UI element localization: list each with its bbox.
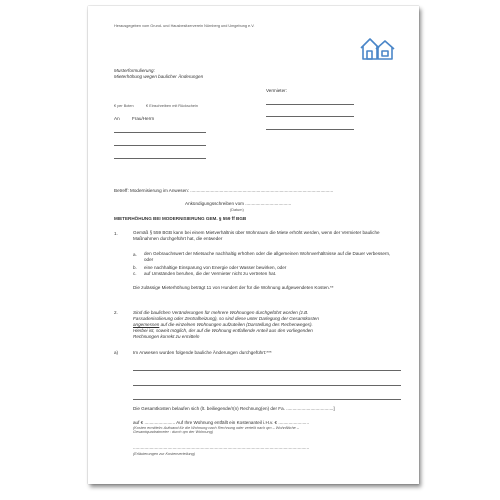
list-marker-b: b. [133,265,137,270]
delivery-option-einschreiben[interactable]: € Einschreiben mit Rückschein [146,104,198,108]
publisher-line: Herausgegeben vom Grund- und Hausbesitzerverein Nürnberg und Umgebung e.V. [114,24,255,28]
ankuendigung-line[interactable]: Ankündigungsschreiben vom .................................... [185,201,292,206]
section-2-line-5: Rechnungen korrekt zu ermitteln [133,334,200,339]
changes-line-2[interactable] [133,385,401,386]
section-1-text: Gemäß § 559 BGB kann bei einem Mietverhältnis über Wohnraum die Miete erhöht werden, wenn der Vermieter bauliche Maßnahmen durchgeführt hat, die entweder [133,230,380,242]
erlaeuterung-label: (Erläuterungen zur Kostenverteilung) [133,452,196,456]
form-title-2: Mieterhöhung wegen baulicher Änderungen [114,74,204,79]
section-2-line-4: Hierbei ist, soweit möglich, der auf die Wohnung entfallende Anteil aus den vorliegenden [133,328,313,333]
datum-label: (Datum) [230,208,244,212]
changes-line-3[interactable] [133,399,401,400]
section-a-text: Im Anwesen wurden folgende bauliche Änderungen durchgeführt:*** [133,350,272,355]
vermieter-line-3[interactable] [266,129,354,130]
gesamtkosten-line[interactable]: Die Gesamtkosten belaufen sich (lt. beiliegende/r(n) Rechnung(en) der Fa. .....................................] [133,406,335,411]
recipient-label: Frau/Herrn [132,116,155,121]
list-item-c: auf Umständen beruhen, die der Vermieter nicht zu vertreten hat. [144,271,277,276]
section-2-line-3: angemessen auf die einzelnen Wohnungen aufzuteilen (Darstellung des Rechenweges). [133,322,313,327]
vermieter-line-2[interactable] [266,116,354,117]
list-item-b: eine nachhaltige Einsparung von Energie oder Wasser bewirken, oder [144,265,287,270]
vermieter-line-1[interactable] [266,104,354,105]
main-heading: MIETERHÖHUNG BEI MODERNISIERUNG GEM. § 559 ff BGB [114,216,247,221]
section-2-line-2: Fassadenisolierung oder Zentralheizung), so sind diese unter Darlegung der Gesamtkosten [133,316,319,321]
house-logo-icon [358,32,398,62]
form-title-1: Musterformulierung: [114,68,155,73]
vermieter-label: Vermieter: [266,88,287,93]
recipient-line-2[interactable] [114,145,206,146]
erlaeuterung-dots[interactable]: .......................................................................................................................................... [133,445,310,450]
recipient-line-3[interactable] [114,158,206,159]
changes-line-1[interactable] [133,370,401,371]
euro-amount-line[interactable]: auf € ........................ Auf Ihre Wohnung entfällt ein Kostenanteil i.H.v. € ........................ [133,420,310,425]
document-page [88,6,419,484]
section-2-number: 2. [114,310,118,315]
section-a-marker: a) [114,350,119,355]
betreff-line[interactable]: Betreff: Modernisierung im Anwesen: ................................................................................................................ [114,188,334,193]
euro-checkbox-icon: € [114,104,117,108]
euro-note-2: Gesamtquadratmeter : durch qm der Wohnung) [133,430,213,434]
list-marker-a: a. [133,252,137,257]
list-item-a: den Gebrauchswert der Mietsache nachhaltig erhöhen oder die allgemeinen Wohnverhältnisse auf die Dauer verbessern, oder [144,251,391,263]
section-2-line-1: Sind die baulichen Veränderungen für mehrere Wohnungen durchgeführt worden (z.B. [133,310,309,315]
an-label: An [114,116,120,121]
section-1-number: 1. [114,231,118,236]
list-marker-c: c. [133,271,137,276]
euro-checkbox-icon: € [146,104,149,108]
delivery-option-boten[interactable]: € per Boten [114,104,134,108]
recipient-line-1[interactable] [114,132,206,133]
section-1-closing: Die zulässige Mieterhöhung beträgt 11 von Hundert der für die Wohnung aufgewendeten Kosten.** [133,285,334,290]
euro-note-1: (Kosten ermitteln: Aufwand für die Wohnung nach Rechnung oder verteilt nach qm – Wohnfläche – [133,426,299,430]
